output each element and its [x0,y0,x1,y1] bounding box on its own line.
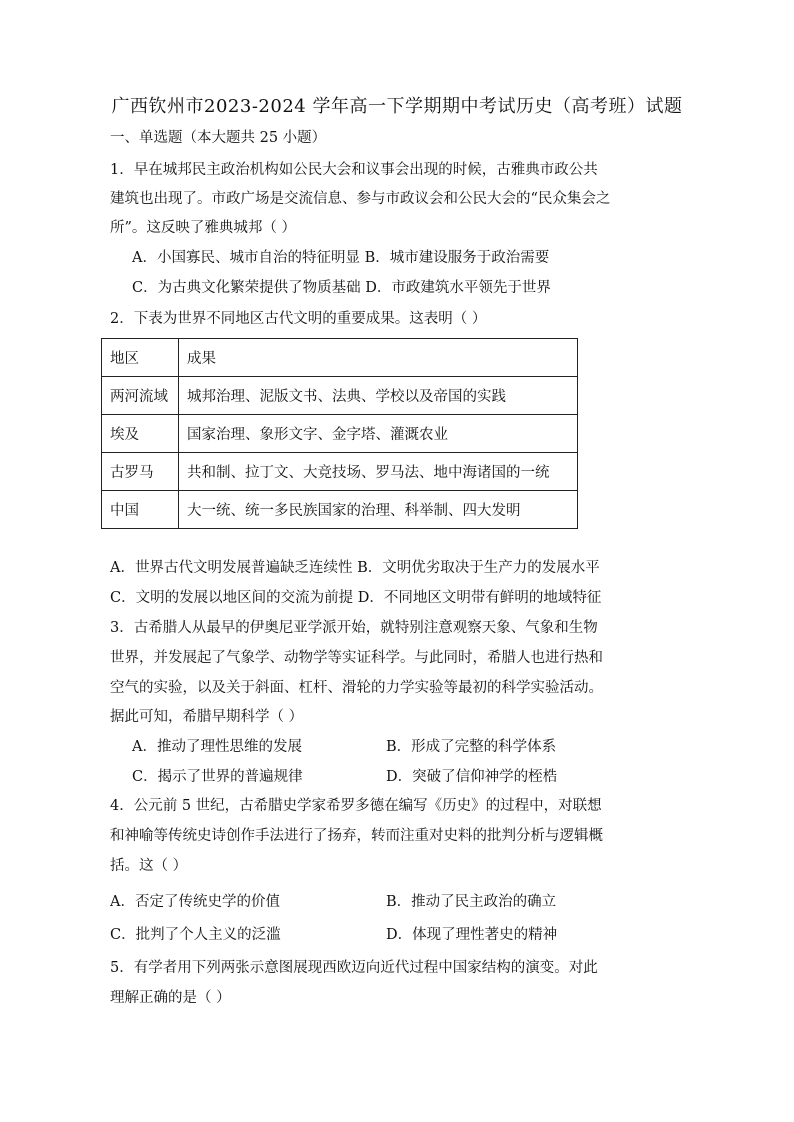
q5-stem-line-1: 5．有学者用下列两张示意图展现西欧迈向近代过程中国家结构的演变。对此 [110,960,598,976]
table-row [102,377,578,415]
q4-stem-line-3: 括。这（ ） [110,858,188,874]
q2-stem: 2．下表为世界不同地区古代文明的重要成果。这表明（ ） [110,311,487,327]
q4-stem-line-1: 4．公元前 5 世纪，古希腊史学家希罗多德在编写《历史》的过程中，对联想 [110,798,602,814]
q4-option-d[interactable]: D．体现了理性著史的精神 [386,927,558,943]
q1-options-cd[interactable]: C．为古典文化繁荣提供了物质基础 D．市政建筑水平领先于世界 [132,280,551,296]
section-heading: 一、单选题（本大题共 25 小题） [110,130,327,146]
q5-stem-line-2: 理解正确的是（ ） [110,990,231,1006]
q3-stem-line-2: 世界，并发展起了气象学、动物学等实证科学。与此同时，希腊人也进行热和 [110,650,603,666]
q1-stem-line-2: 建筑也出现了。市政广场是交流信息、参与市政议会和公民大会的“民众集会之 [110,191,611,207]
q1-options-ab[interactable]: A．小国寡民、城市自治的特征明显 B．城市建设服务于政治需要 [132,250,550,266]
q1-stem-line-1: 1．早在城邦民主政治机构如公民大会和议事会出现的时候，古雅典市政公共 [110,162,598,178]
table-row [102,415,578,453]
table-cell-results: 大一统、统一多民族国家的治理、科举制、四大发明 [179,491,578,529]
q2-options-cd[interactable]: C．文明的发展以地区间的交流为前提 D．不同地区文明带有鲜明的地域特征 [110,590,602,606]
exam-title: 广西钦州市2023-2024 学年高一下学期期中考试历史（高考班）试题 [111,96,683,117]
q3-stem-line-3: 空气的实验，以及关于斜面、杠杆、滑轮的力学实验等最初的科学实验活动。 [110,680,603,696]
table-header-results: 成果 [179,339,578,377]
q3-option-d[interactable]: D．突破了信仰神学的桎梏 [386,769,558,785]
q4-stem-line-2: 和神喻等传统史诗创作手法进行了扬弃，转而注重对史料的批判分析与逻辑概 [110,828,603,844]
q1-stem-line-3: 所”。这反映了雅典城邦（ ） [110,220,297,236]
q3-stem-line-1: 3．古希腊人从最早的伊奥尼亚学派开始，就特别注意观察天象、气象和生物 [110,620,598,636]
table-cell-region: 埃及 [102,415,179,453]
table-cell-results: 国家治理、象形文字、金字塔、灌溉农业 [179,415,578,453]
q2-options-ab[interactable]: A．世界古代文明发展普遍缺乏连续性 B．文明优劣取决于生产力的发展水平 [110,560,600,576]
table-row [102,491,578,529]
table-cell-region: 两河流域 [102,377,179,415]
q3-option-c[interactable]: C．揭示了世界的普遍规律 [132,769,303,785]
q4-option-c[interactable]: C．批判了个人主义的泛滥 [110,927,281,943]
q3-stem-line-4: 据此可知，希腊早期科学（ ） [110,709,304,725]
q4-option-b[interactable]: B．推动了民主政治的确立 [386,894,557,910]
q3-option-a[interactable]: A．推动了理性思维的发展 [132,739,302,755]
table-cell-results: 共和制、拉丁文、大竞技场、罗马法、地中海诸国的一统 [179,453,578,491]
table-cell-results: 城邦治理、泥版文书、法典、学校以及帝国的实践 [179,377,578,415]
civilization-table [101,338,578,529]
q3-option-b[interactable]: B．形成了完整的科学体系 [386,739,557,755]
table-cell-region: 古罗马 [102,453,179,491]
table-header-region: 地区 [102,339,179,377]
table-cell-region: 中国 [102,491,179,529]
table-header-row [102,339,578,377]
table-row [102,453,578,491]
q4-option-a[interactable]: A．否定了传统史学的价值 [110,894,280,910]
